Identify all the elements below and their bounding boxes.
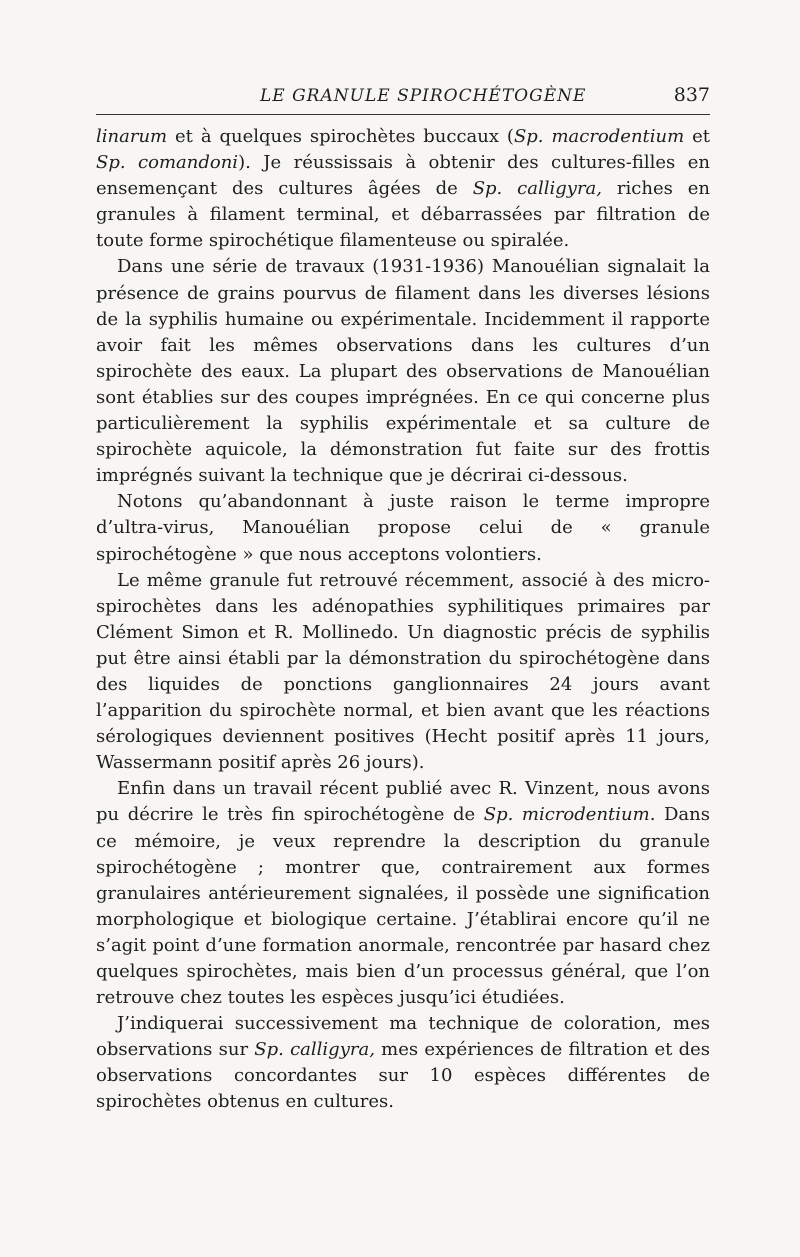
paragraph: [96, 489, 710, 567]
paragraph: [96, 568, 710, 777]
text-run: et à quelques spirochètes buccaux (: [167, 126, 514, 147]
text-run: riches en granules à filament terminal, et débarrassées par filtration de toute forme spirochétique filamenteuse ou spiralée.: [96, 178, 710, 252]
text-run: Notons qu’abandonnant à juste raison le terme impropre d’ultra-virus, Manouélian propose celui de « granule spirochétogène » que nous acceptons volontiers.: [96, 491, 710, 565]
text-run: Dans une série de travaux (1931-1936) Manouélian signalait la présence de grains pourvus de filament dans les diverses lésions de la syphilis humaine ou expérimentale. Incidemment il rapporte avoir fait les mêmes observations dans les cultures d’un spirochète des eaux. La plupart des observations de Manouélian sont établies sur des coupes imprégnées. En ce qui concerne plus particulièrement la syphilis expérimentale et sa culture de spirochète aquicole, la démonstration fut faite sur des frottis imprégnés suivant la technique que je décrirai ci-dessous.: [96, 256, 710, 487]
italic-text: Sp. calligyra,: [254, 1039, 375, 1061]
page-number: 837: [673, 84, 710, 106]
paragraph: [96, 1011, 710, 1115]
text-run: Dans ce mémoire, je veux reprendre la description du granule spirochétogène ; montrer que, contrairement aux formes granulaires antérieurement signalées, il possède une signification morphologique et biologique certaine. J’établirai encore qu’il ne s’agit point d’une formation anormale, rencontrée par hasard chez quelques spirochètes, mais bien d’un processus général, que l’on retrouve chez toutes les espèces jusqu’ici étudiées.: [96, 804, 710, 1009]
italic-text: linarum: [96, 126, 168, 147]
paragraph: [96, 776, 710, 1011]
paragraph: [96, 254, 710, 489]
italic-text: Sp. comandoni: [96, 152, 239, 174]
text-run: mes expériences de filtration et des observations concordantes sur 10 espèces différentes de spirochètes obtenus en cultures.: [96, 1039, 710, 1113]
italic-text: Sp. calligyra,: [472, 178, 603, 200]
text-run: Enfin dans un travail récent publié avec R. Vinzent, nous avons pu décrire le très fin spirochétogène de: [96, 778, 710, 826]
text-run: ). Je réussissais à obtenir des cultures-filles en ensemençant des cultures âgées de: [96, 152, 710, 200]
text-run: Le même granule fut retrouvé récemment, associé à des micro-spirochètes dans les adénopathies syphilitiques primaires par Clément Simon et R. Mollinedo. Un diagnostic précis de syphilis put être ainsi établi par la démonstration du spirochétogène dans des liquides de ponctions ganglionnaires 24 jours avant l’apparition du spirochète normal, et bien avant que les réactions sérologiques deviennent positives (Hecht positif après 11 jours, Wassermann positif après 26 jours).: [96, 569, 710, 774]
italic-text: Sp. macrodentium: [513, 126, 685, 147]
paragraph: [96, 124, 710, 254]
text-run: J’indiquerai successivement ma technique de coloration, mes observations sur: [96, 1013, 710, 1061]
page-header: [96, 84, 710, 106]
header-rule: [96, 114, 710, 115]
body-text: [96, 124, 710, 1116]
italic-text: Sp. microdentium.: [483, 804, 656, 826]
text-run: et: [684, 126, 710, 147]
running-title: LE GRANULE SPIROCHÉTOGÈNE: [260, 86, 587, 106]
